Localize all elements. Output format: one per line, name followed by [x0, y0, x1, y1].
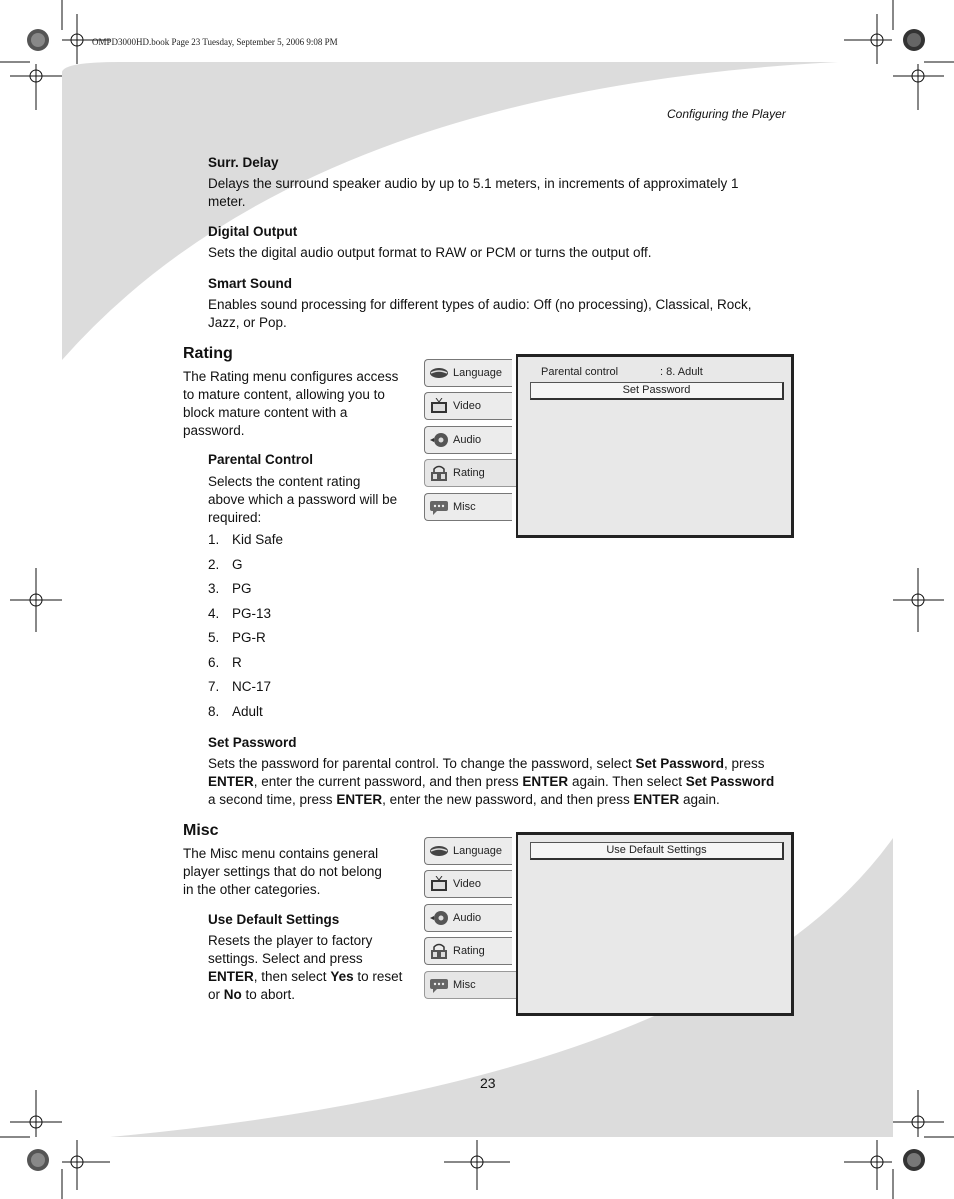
disc-icon [429, 432, 449, 448]
speech-bubble-icon [429, 977, 449, 993]
tab-label: Audio [453, 434, 482, 446]
parental-control-heading: Parental Control [208, 452, 314, 467]
osd-misc-menu [424, 832, 794, 1017]
rating-intro: The Rating menu configures access to mature content, allowing you to block mature content with a password. [183, 369, 399, 438]
misc-heading: Misc [183, 822, 219, 839]
parental-control-label: Parental control [541, 366, 619, 378]
tab-language[interactable] [424, 837, 512, 865]
tab-audio[interactable] [424, 904, 512, 932]
speech-bubble-icon [429, 499, 449, 515]
use-default-settings-heading: Use Default Settings [208, 912, 340, 927]
set-password-heading: Set Password [208, 735, 297, 750]
rating-list-item: 5. PG-R [208, 630, 266, 645]
lock-icon [429, 465, 449, 481]
rating-list-item: 1. Kid Safe [208, 532, 284, 547]
tab-label: Audio [453, 912, 482, 924]
tab-label: Video [453, 878, 481, 890]
set-password-button[interactable]: Set Password [530, 382, 784, 400]
tab-misc[interactable] [424, 971, 516, 999]
lips-icon [429, 843, 449, 859]
tab-video[interactable] [424, 870, 512, 898]
rating-list-item: 8. Adult [208, 704, 263, 719]
tv-icon [429, 398, 449, 414]
rating-list-item: 2. G [208, 557, 243, 572]
tab-label: Language [453, 367, 502, 379]
use-default-settings-button[interactable]: Use Default Settings [530, 842, 784, 860]
tab-label: Rating [453, 467, 485, 479]
tab-misc[interactable] [424, 493, 512, 521]
tab-rating[interactable] [424, 937, 512, 965]
surr-delay-heading: Surr. Delay [208, 155, 279, 170]
running-head: Configuring the Player [667, 107, 786, 121]
parental-control-text: Selects the content rating above which a password will be required: [208, 474, 398, 525]
lips-icon [429, 365, 449, 381]
tab-video[interactable] [424, 392, 512, 420]
tab-label: Rating [453, 945, 485, 957]
use-default-settings-text: Resets the player to factory settings. Select and press ENTER, then select Yes to reset or No to abort. [208, 933, 403, 1002]
tab-label: Misc [453, 501, 476, 513]
osd-rating-menu [424, 354, 794, 539]
rating-list-item: 7. NC-17 [208, 679, 272, 694]
misc-intro: The Misc menu contains general player settings that do not belong in the other categories. [183, 846, 382, 897]
rating-list-item: 3. PG [208, 581, 252, 596]
tv-icon [429, 876, 449, 892]
tab-label: Video [453, 400, 481, 412]
digital-output-heading: Digital Output [208, 224, 298, 239]
tab-audio[interactable] [424, 426, 512, 454]
smart-sound-heading: Smart Sound [208, 276, 293, 291]
lock-icon [429, 943, 449, 959]
rating-list-item: 6. R [208, 655, 242, 670]
print-slug: OMPD3000HD.book Page 23 Tuesday, September 5, 2006 9:08 PM [92, 37, 338, 47]
disc-icon [429, 910, 449, 926]
smart-sound-text: Enables sound processing for different types of audio: Off (no processing), Classical, Rock, Jazz, or Pop. [208, 297, 752, 330]
rating-heading: Rating [183, 345, 233, 362]
tab-label: Misc [453, 979, 476, 991]
digital-output-text: Sets the digital audio output format to RAW or PCM or turns the output off. [208, 245, 652, 260]
set-password-text: Sets the password for parental control. To change the password, select Set Password, press ENTER, enter the current password, and then press ENTER again. Then select Set Password a second time, press ENTER, enter the new password, and then press ENTER again. [208, 756, 775, 807]
tab-label: Language [453, 845, 502, 857]
surr-delay-text: Delays the surround speaker audio by up to 5.1 meters, in increments of approximately 1 meter. [208, 176, 739, 209]
rating-list-item: 4. PG-13 [208, 606, 272, 621]
parental-control-value: : 8. Adult [660, 366, 703, 378]
tab-rating[interactable] [424, 459, 516, 487]
tab-language[interactable] [424, 359, 512, 387]
page-number: 23 [480, 1075, 496, 1091]
